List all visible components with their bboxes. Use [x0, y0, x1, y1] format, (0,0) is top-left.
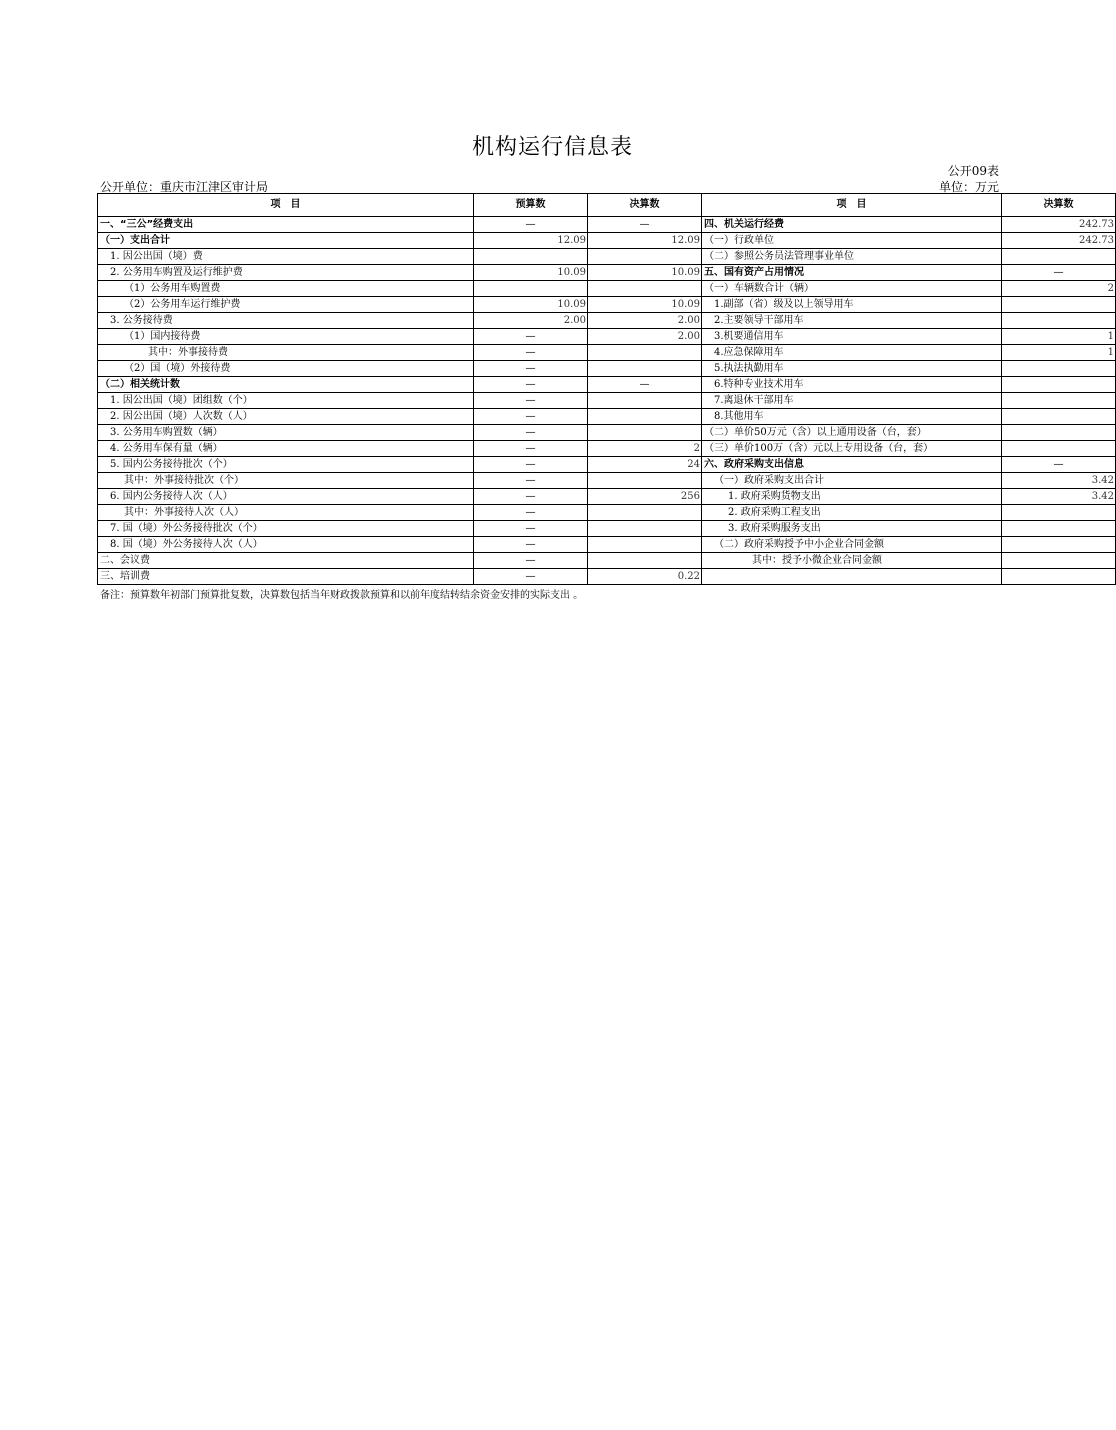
row-item-right: 六、政府采购支出信息: [702, 457, 1002, 473]
row-budget: 12.09: [474, 233, 588, 249]
header-budget: 预算数: [474, 194, 588, 217]
row-item: （一）支出合计: [98, 233, 474, 249]
row-final: [588, 361, 702, 377]
row-item-right: 5.执法执勤用车: [702, 361, 1002, 377]
row-final-right: [1002, 313, 1116, 329]
row-item-right: （一）行政单位: [702, 233, 1002, 249]
publishing-unit: 公开单位：重庆市江津区审计局: [100, 180, 269, 194]
row-budget: —: [474, 329, 588, 345]
row-budget: 10.09: [474, 297, 588, 313]
table-row: [98, 537, 1116, 553]
row-final-right: [1002, 409, 1116, 425]
row-final: 24: [588, 457, 702, 473]
row-final: [588, 537, 702, 553]
row-item-right: （一）车辆数合计（辆）: [702, 281, 1002, 297]
row-budget: —: [474, 537, 588, 553]
row-final-right: [1002, 505, 1116, 521]
table-row: [98, 281, 1116, 297]
row-item-right: [702, 569, 1002, 585]
table-row: [98, 265, 1116, 281]
row-final-right: —: [1002, 457, 1116, 473]
row-item: 2. 公务用车购置及运行维护费: [98, 265, 474, 281]
row-item: （2）公务用车运行维护费: [98, 297, 474, 313]
row-final: [588, 521, 702, 537]
info-table: [97, 193, 1116, 585]
table-row: [98, 409, 1116, 425]
row-final: [588, 473, 702, 489]
row-item: 7. 国（境）外公务接待批次（个）: [98, 521, 474, 537]
row-budget: —: [474, 377, 588, 393]
row-item-right: 4.应急保障用车: [702, 345, 1002, 361]
table-row: [98, 441, 1116, 457]
table-row: [98, 313, 1116, 329]
row-item: 5. 国内公务接待批次（个）: [98, 457, 474, 473]
row-budget: —: [474, 521, 588, 537]
row-item-right: （二）参照公务员法管理事业单位: [702, 249, 1002, 265]
row-final-right: [1002, 553, 1116, 569]
row-budget: [474, 281, 588, 297]
table-row: [98, 249, 1116, 265]
row-item: （二）相关统计数: [98, 377, 474, 393]
table-row: [98, 569, 1116, 585]
table-row: [98, 553, 1116, 569]
row-final-right: —: [1002, 265, 1116, 281]
table-header-row: [98, 194, 1116, 217]
table-row: [98, 393, 1116, 409]
table-row: [98, 473, 1116, 489]
row-item: （1）公务用车购置费: [98, 281, 474, 297]
page-title: 机构运行信息表: [471, 135, 633, 160]
row-final-right: [1002, 441, 1116, 457]
row-final-right: [1002, 393, 1116, 409]
row-item: 3. 公务用车购置数（辆）: [98, 425, 474, 441]
row-final-right: 242.73: [1002, 217, 1116, 233]
row-budget: —: [474, 457, 588, 473]
row-item: 1. 因公出国（境）团组数（个）: [98, 393, 474, 409]
row-budget: 2.00: [474, 313, 588, 329]
header-item: 项 目: [98, 194, 474, 217]
row-budget: —: [474, 473, 588, 489]
row-item: 2. 因公出国（境）人次数（人）: [98, 409, 474, 425]
row-final: 0.22: [588, 569, 702, 585]
row-budget: —: [474, 345, 588, 361]
row-final-right: 3.42: [1002, 473, 1116, 489]
table-row: [98, 345, 1116, 361]
row-item: 4. 公务用车保有量（辆）: [98, 441, 474, 457]
row-item: 三、培训费: [98, 569, 474, 585]
table-row: [98, 377, 1116, 393]
row-final-right: 2: [1002, 281, 1116, 297]
row-item: 其中：外事接待人次（人）: [98, 505, 474, 521]
row-final: [588, 409, 702, 425]
row-final: [588, 281, 702, 297]
row-final: [588, 345, 702, 361]
row-item: （2）国（境）外接待费: [98, 361, 474, 377]
row-final: 10.09: [588, 265, 702, 281]
row-budget: —: [474, 393, 588, 409]
row-final: 12.09: [588, 233, 702, 249]
row-item: 6. 国内公务接待人次（人）: [98, 489, 474, 505]
row-final-right: [1002, 537, 1116, 553]
row-item-right: 其中：授予小微企业合同金额: [702, 553, 1002, 569]
row-item-right: （二）政府采购授予中小企业合同金额: [702, 537, 1002, 553]
currency-unit: 单位：万元: [938, 180, 999, 194]
row-final-right: 3.42: [1002, 489, 1116, 505]
row-budget: —: [474, 505, 588, 521]
table-row: [98, 361, 1116, 377]
header-item-right: 项 目: [702, 194, 1002, 217]
row-item-right: 1.副部（省）级及以上领导用车: [702, 297, 1002, 313]
row-item-right: （一）政府采购支出合计: [702, 473, 1002, 489]
header-final: 决算数: [588, 194, 702, 217]
form-number: 公开09表: [947, 164, 999, 178]
row-final-right: [1002, 297, 1116, 313]
row-item: 其中：外事接待费: [98, 345, 474, 361]
row-final-right: [1002, 425, 1116, 441]
table-row: [98, 297, 1116, 313]
row-final: [588, 505, 702, 521]
row-final-right: [1002, 377, 1116, 393]
row-final-right: [1002, 249, 1116, 265]
row-budget: —: [474, 569, 588, 585]
row-final-right: 1: [1002, 345, 1116, 361]
row-item: （1）国内接待费: [98, 329, 474, 345]
row-final: 10.09: [588, 297, 702, 313]
row-final: 256: [588, 489, 702, 505]
row-item-right: 四、机关运行经费: [702, 217, 1002, 233]
row-item-right: （三）单价100万（含）元以上专用设备（台，套）: [702, 441, 1002, 457]
row-final-right: 242.73: [1002, 233, 1116, 249]
row-final: 2.00: [588, 329, 702, 345]
row-budget: —: [474, 217, 588, 233]
row-item-right: （二）单价50万元（含）以上通用设备（台，套）: [702, 425, 1002, 441]
row-final-right: 1: [1002, 329, 1116, 345]
table-row: [98, 233, 1116, 249]
row-item: 1. 因公出国（境）费: [98, 249, 474, 265]
footnote: 备注：预算数年初部门预算批复数，决算数包括当年财政拨款预算和以前年度结转结余资金安排的实际支出 。: [100, 590, 584, 601]
row-budget: [474, 249, 588, 265]
row-final-right: [1002, 361, 1116, 377]
table-row: [98, 329, 1116, 345]
row-final-right: [1002, 521, 1116, 537]
row-budget: —: [474, 425, 588, 441]
table-row: [98, 489, 1116, 505]
row-item-right: 3.机要通信用车: [702, 329, 1002, 345]
row-budget: —: [474, 489, 588, 505]
row-budget: 10.09: [474, 265, 588, 281]
row-budget: —: [474, 553, 588, 569]
row-budget: —: [474, 441, 588, 457]
row-final-right: [1002, 569, 1116, 585]
row-item-right: 2.主要领导干部用车: [702, 313, 1002, 329]
row-item-right: 6.特种专业技术用车: [702, 377, 1002, 393]
row-final: [588, 249, 702, 265]
row-budget: —: [474, 409, 588, 425]
table-row: [98, 425, 1116, 441]
row-item-right: 2. 政府采购工程支出: [702, 505, 1002, 521]
row-item: 一、“三公”经费支出: [98, 217, 474, 233]
row-item-right: 7.离退休干部用车: [702, 393, 1002, 409]
row-item: 其中：外事接待批次（个）: [98, 473, 474, 489]
row-item: 8. 国（境）外公务接待人次（人）: [98, 537, 474, 553]
row-final: [588, 425, 702, 441]
row-item-right: 8.其他用车: [702, 409, 1002, 425]
row-item-right: 1. 政府采购货物支出: [702, 489, 1002, 505]
table-row: [98, 457, 1116, 473]
table-body: [98, 217, 1116, 585]
row-final: 2: [588, 441, 702, 457]
row-budget: —: [474, 361, 588, 377]
row-final: —: [588, 377, 702, 393]
row-item: 3. 公务接待费: [98, 313, 474, 329]
row-item: 二、会议费: [98, 553, 474, 569]
header-final-right: 决算数: [1002, 194, 1116, 217]
row-item-right: 3. 政府采购服务支出: [702, 521, 1002, 537]
row-final: 2.00: [588, 313, 702, 329]
table-row: [98, 505, 1116, 521]
table-row: [98, 217, 1116, 233]
row-final: —: [588, 217, 702, 233]
row-final: [588, 553, 702, 569]
table-row: [98, 521, 1116, 537]
row-item-right: 五、国有资产占用情况: [702, 265, 1002, 281]
row-final: [588, 393, 702, 409]
